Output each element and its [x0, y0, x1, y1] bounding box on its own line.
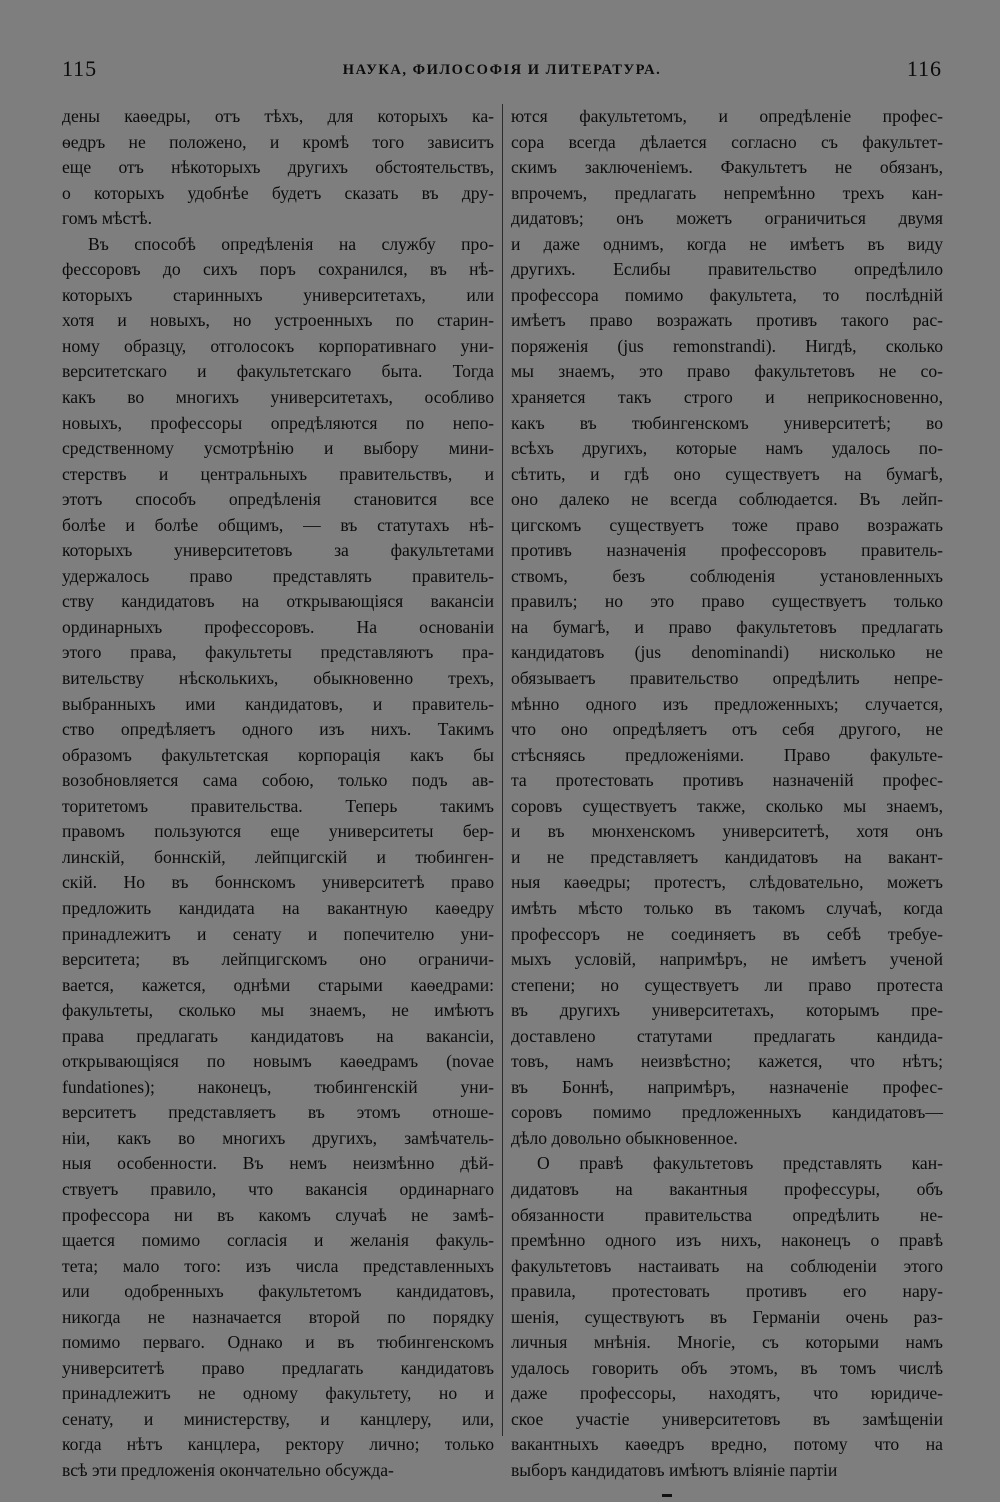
text-line: доставлено статутами предлагать кандида- [511, 1025, 943, 1046]
text-line: ныя каѳедры; протестъ, слѣдовательно, можетъ [511, 872, 943, 893]
text-line: сѣтить, и гдѣ оно существуетъ на бумагѣ, [511, 463, 943, 484]
text-line: ординарныхъ профессоровъ. На основаніи [62, 616, 494, 637]
text-line: въ Боннѣ, напримѣръ, назначеніе профес- [511, 1076, 943, 1097]
text-line: еще отъ нѣкоторыхъ другихъ обстоятельствъ, [62, 157, 494, 178]
text-line: ются факультетомъ, и опредѣленіе профес- [511, 106, 943, 126]
text-line: возобновляется сама собою, только подъ ав- [62, 770, 494, 791]
text-line: этотъ способъ опредѣленія становится все [62, 489, 494, 510]
text-line: принадлежитъ не одному факультету, но и [62, 1383, 494, 1404]
text-line: профессора ни въ какомъ случаѣ не замѣ- [62, 1204, 494, 1225]
text-line: профессоръ не соединяетъ въ себѣ требуе- [511, 923, 943, 944]
text-line: этого права, факультеты представляютъ пра- [62, 642, 494, 663]
page-header [60, 56, 944, 86]
text-line: права предлагать кандидатовъ на вакансіи, [62, 1025, 494, 1046]
text-line: имѣетъ право возражать противъ такого рас- [511, 310, 943, 331]
text-line: имѣть мѣсто только въ такомъ случаѣ, когда [511, 897, 943, 918]
text-line: удержалось право представлять правитель- [62, 565, 494, 586]
text-column-right [511, 104, 943, 1484]
text-line: образомъ факультетская корпорація какъ бы [62, 744, 494, 765]
text-line: вакантныхъ каѳедръ вредно, потому что на [511, 1434, 943, 1455]
text-line: никогда не назначается второй по порядку [62, 1306, 494, 1327]
text-line: всѣхъ другихъ, которые намъ удалось по- [511, 438, 943, 459]
text-line: помимо перваго. Однако и въ тюбингенскомъ [62, 1332, 494, 1353]
text-line: въ другихъ университетахъ, которымъ пре- [511, 1000, 943, 1021]
text-line: правомъ пользуются еще университеты бер- [62, 821, 494, 842]
text-line: стерствъ и центральныхъ правительствъ, и [62, 463, 494, 484]
text-line: ствомъ, безъ соблюденія установленныхъ [511, 565, 943, 586]
text-line: о которыхъ удобнѣе будетъ сказать въ дру- [62, 182, 494, 203]
text-line: средственному усмотрѣнію и выбору мини- [62, 438, 494, 459]
text-line: верситетъ представляетъ въ этомъ отноше- [62, 1102, 494, 1123]
text-line: какъ въ тюбингенскомъ университетѣ; во [511, 412, 943, 433]
text-line: дидатовъ на вакантныя профессуры, объ [511, 1178, 943, 1199]
text-line: ному образцу, отголосокъ корпоративнаго уни- [62, 335, 494, 356]
text-line: мыхъ условій, напримѣръ, не имѣетъ ученой [511, 949, 943, 970]
text-line: О правѣ факультетовъ представлять кан- [537, 1153, 943, 1174]
text-line: щается помимо согласія и желанія факуль- [62, 1230, 494, 1251]
text-line: ское участіе университетовъ въ замѣщеніи [511, 1408, 943, 1429]
text-line: степени; но существуетъ ли право протеста [511, 974, 943, 995]
text-line: правилъ; но это право существуетъ только [511, 591, 943, 612]
text-line: удалось говорить объ этомъ, въ томъ числѣ [511, 1357, 943, 1378]
text-line: соровъ помимо предложенныхъ кандидатовъ— [511, 1102, 943, 1123]
text-line: скій. Но въ боннскомъ университетѣ право [62, 872, 494, 893]
text-line: сенату, и министерству, и канцлеру, или, [62, 1408, 494, 1429]
text-line: стѣсняясь предложеніями. Право факульте- [511, 744, 943, 765]
text-line: на бумагѣ, и право факультетовъ предлагать [511, 616, 943, 637]
text-line: когда нѣтъ канцлера, ректору лично; только [62, 1434, 494, 1455]
text-line: хотя и новыхъ, но устроенныхъ по старин- [62, 310, 494, 331]
text-line: всѣ эти предложенія окончательно обсужда- [62, 1459, 394, 1480]
text-line: мѣнно одного изъ предложенныхъ; случается, [511, 693, 943, 714]
text-line: личныя мнѣнія. Многіе, съ которыми намъ [511, 1332, 943, 1353]
text-line: даже профессоры, находятъ, что юридиче- [511, 1383, 943, 1404]
text-line: Въ способѣ опредѣленія на службу про- [88, 233, 494, 254]
text-line: противъ назначенія профессоровъ правитель- [511, 540, 943, 561]
text-line: вительству нѣсколькихъ, обыкновенно трехъ, [62, 668, 494, 689]
text-line: кандидатовъ (jus denominandi) нисколько не [511, 642, 943, 663]
text-line: fundationes); наконецъ, тюбингенскій уни- [62, 1076, 494, 1097]
text-line: храняется такъ строго и неприкосновенно, [511, 387, 943, 408]
text-line: ныя особенности. Въ немъ неизмѣнно дѣй- [62, 1153, 494, 1174]
text-column-left [62, 104, 494, 1484]
print-speck [662, 1494, 672, 1497]
text-line: или одобренныхъ факультетомъ кандидатовъ, [62, 1281, 494, 1302]
text-line: дены каѳедры, отъ тѣхъ, для которыхъ ка- [62, 106, 494, 126]
text-line: дѣло довольно обыкновенное. [511, 1127, 738, 1148]
text-line: соровъ существуетъ также, сколько мы знаемъ, [511, 795, 943, 816]
text-line: другихъ. Еслибы правительство опредѣлило [511, 259, 943, 280]
text-line: фессоровъ до сихъ поръ сохранился, въ нѣ- [62, 259, 494, 280]
text-line: премѣнно одного изъ нихъ, наконецъ о правѣ [511, 1230, 943, 1251]
text-line: ніи, какъ во многихъ другихъ, замѣчатель- [62, 1127, 494, 1148]
text-line: которыхъ университетовъ за факультетами [62, 540, 494, 561]
text-line: какъ во многихъ университетахъ, особливо [62, 387, 494, 408]
text-line: болѣе и болѣе общимъ, — въ статутахъ нѣ- [62, 514, 494, 535]
text-line: поряженія (jus remonstrandi). Нигдѣ, сколько [511, 335, 943, 356]
text-line: дидатовъ; онъ можетъ ограничиться двумя [511, 208, 943, 229]
column-divider [502, 104, 503, 1436]
text-line: которыхъ старинныхъ университетахъ, или [62, 284, 494, 305]
text-line: шенія, существуютъ въ Германіи очень раз- [511, 1306, 943, 1327]
text-line: профессора помимо факультета, то послѣдній [511, 284, 943, 305]
text-line: линскій, боннскій, лейпцигскій и тюбинген- [62, 846, 494, 867]
text-line: выбранныхъ ими кандидатовъ, и правитель- [62, 693, 494, 714]
text-line: сора всегда дѣлается согласно съ факультет- [511, 131, 943, 152]
text-line: обязываетъ правительство опредѣлить непре- [511, 668, 943, 689]
text-line: мы знаемъ, это право факультетовъ не со- [511, 361, 943, 382]
text-line: впрочемъ, предлагать непремѣнно трехъ кан- [511, 182, 943, 203]
text-line: ствуетъ правило, что вакансія ординарнаго [62, 1178, 494, 1199]
text-line: торитетомъ правительства. Теперь такимъ [62, 795, 494, 816]
page-number-left: 115 [62, 56, 98, 81]
text-line: цигскомъ существуетъ тоже право возражать [511, 514, 943, 535]
text-line: ству кандидатовъ на открывающіяся вакансіи [62, 591, 494, 612]
text-line: вается, кажется, однѣми старыми каѳедрами: [62, 974, 494, 995]
text-line: тета; мало того: изъ числа представленныхъ [62, 1255, 494, 1276]
text-line: факультеты, сколько мы знаемъ, не имѣютъ [62, 1000, 494, 1021]
text-line: и не представляетъ кандидатовъ на вакант- [511, 846, 943, 867]
text-line: выборъ кандидатовъ имѣютъ вліяніе партіи [511, 1459, 838, 1480]
text-line: скимъ заключеніемъ. Факультетъ не обязанъ, [511, 157, 943, 178]
text-line: товъ, намъ неизвѣстно; кажется, что нѣтъ; [511, 1051, 943, 1072]
text-line: гомъ мѣстѣ. [62, 208, 153, 229]
text-line: что оно опредѣляетъ отъ себя другого, не [511, 719, 943, 740]
text-line: обязанности правительства опредѣлить не- [511, 1204, 943, 1225]
page-number-right: 116 [906, 56, 942, 81]
text-line: ѳедръ не положено, и кромѣ того зависитъ [62, 131, 494, 152]
text-line: и даже однимъ, когда не имѣетъ въ виду [511, 233, 943, 254]
text-line: ство опредѣляетъ одного изъ нихъ. Такимъ [62, 719, 494, 740]
text-line: правила, протестовать противъ его нару- [511, 1281, 943, 1302]
text-line: университетѣ право предлагать кандидатовъ [62, 1357, 494, 1378]
text-line: предложить кандидата на вакантную каѳедру [62, 897, 494, 918]
text-line: верситетскаго и факультетскаго быта. Тогда [62, 361, 494, 382]
running-title: НАУКА, ФИЛОСОФІЯ И ЛИТЕРАТУРА. [342, 62, 662, 78]
text-line: факультетовъ настаивать на соблюденіи этого [511, 1255, 943, 1276]
text-line: верситета; въ лейпцигскомъ оно ограничи- [62, 949, 494, 970]
text-line: новыхъ, профессоры опредѣляются по непо- [62, 412, 494, 433]
text-line: открывающіяся по новымъ каѳедрамъ (novae [62, 1051, 494, 1072]
text-line: и въ мюнхенскомъ университетѣ, хотя онъ [511, 821, 943, 842]
text-line: принадлежитъ и сенату и попечителю уни- [62, 923, 494, 944]
text-line: та протестовать противъ назначеній профес- [511, 770, 943, 791]
text-line: оно далеко не всегда соблюдается. Въ лейп- [511, 489, 943, 510]
